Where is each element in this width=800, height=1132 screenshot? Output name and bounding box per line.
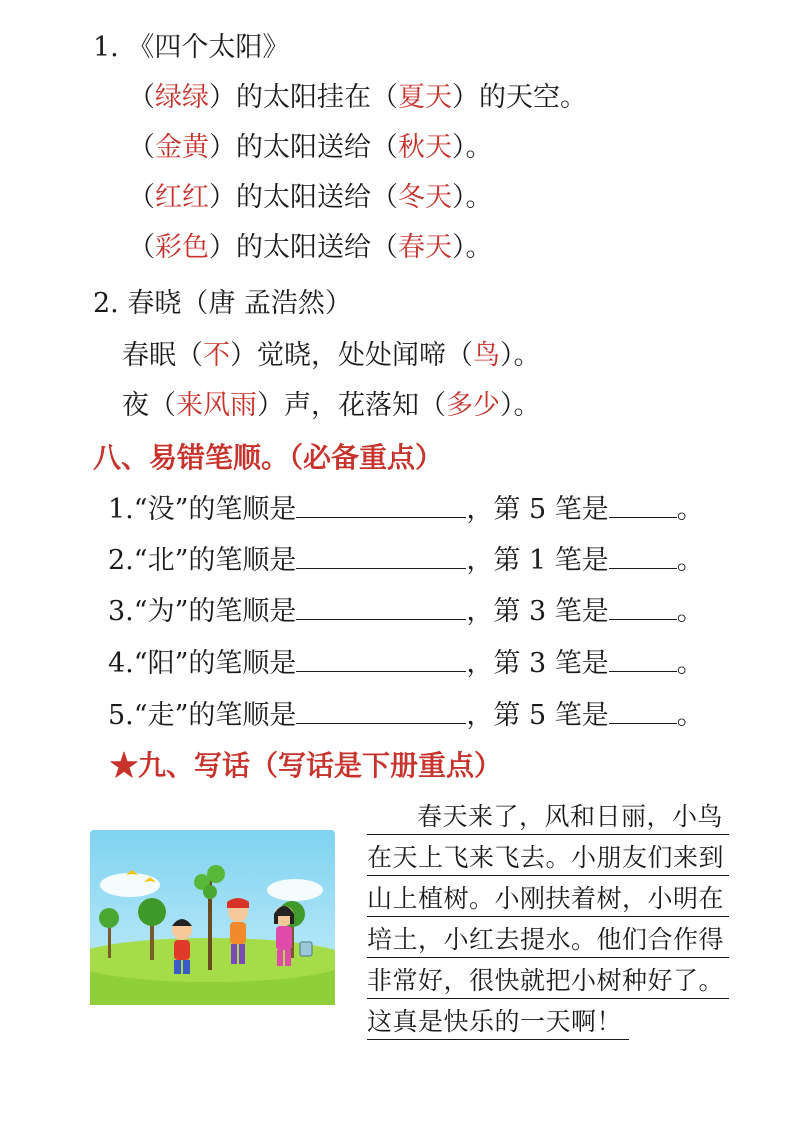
answer: 春天 [398, 232, 452, 263]
answer: 多少 [446, 390, 500, 421]
stroke-row [108, 490, 704, 530]
answer: 金黄 [155, 132, 209, 163]
row-text: ，第 1 笔是 [466, 545, 609, 576]
answer: 来风雨 [176, 390, 257, 421]
row-text: 的笔顺是 [188, 545, 297, 576]
answer-blank[interactable] [296, 697, 466, 724]
text: ）。 [500, 390, 541, 421]
row-text: 。 [676, 700, 704, 731]
row-text: ，第 5 笔是 [466, 494, 609, 525]
row-text: 。 [676, 545, 704, 576]
story-line: 在天上飞来飞去。小朋友们来到 [367, 841, 729, 876]
text: ）。 [452, 232, 493, 263]
row-text: 的笔顺是 [188, 700, 297, 731]
text: ）声，花落知（ [257, 390, 446, 421]
answer-blank[interactable] [296, 593, 466, 620]
poem-title-spring-dawn: 2. 春晓（唐 孟浩然） [93, 288, 352, 319]
row-text: ，第 5 笔是 [466, 700, 609, 731]
fill-line [128, 178, 493, 218]
text: 春眠（ [122, 340, 203, 371]
row-text: 的笔顺是 [188, 494, 297, 525]
text: 夜（ [122, 390, 176, 421]
answer-blank[interactable] [609, 697, 677, 724]
text: ）觉晓，处处闻啼（ [230, 340, 473, 371]
answer: 红红 [155, 182, 209, 213]
answer-blank[interactable] [296, 542, 466, 569]
answer: 鸟 [473, 340, 500, 371]
row-text: 的笔顺是 [188, 596, 297, 627]
target-char: “没” [133, 494, 189, 525]
row-text: 。 [676, 494, 704, 525]
answer-blank[interactable] [609, 645, 677, 672]
story-line: 这真是快乐的一天啊！ [367, 1005, 629, 1040]
text: ）的太阳送给（ [209, 132, 398, 163]
spring-tree-planting-illustration [90, 830, 335, 1005]
target-char: “为” [133, 596, 189, 627]
text: ）。 [452, 132, 493, 163]
row-text: 的笔顺是 [188, 648, 297, 679]
text: ）的太阳挂在（ [209, 82, 398, 113]
target-char: “北” [133, 545, 189, 576]
fill-line [122, 336, 541, 376]
target-char: “阳” [133, 648, 189, 679]
target-char: “走” [133, 700, 189, 731]
section-heading-writing: ★九、写话（写话是下册重点） [110, 749, 503, 782]
text: ）的天空。 [452, 82, 587, 113]
answer: 不 [203, 340, 230, 371]
stroke-row [108, 541, 704, 581]
story-line: 培土，小红去提水。他们合作得 [367, 923, 729, 958]
row-number: 4. [108, 648, 134, 679]
answer-blank[interactable] [296, 491, 466, 518]
text: （ [128, 182, 155, 213]
row-text: ，第 3 笔是 [466, 596, 609, 627]
poem-title-four-suns: 1. 《四个太阳》 [93, 32, 290, 63]
row-text: ，第 3 笔是 [466, 648, 609, 679]
fill-line [128, 128, 493, 168]
answer-blank[interactable] [296, 645, 466, 672]
answer: 夏天 [398, 82, 452, 113]
text: （ [128, 232, 155, 263]
stroke-row [108, 696, 704, 736]
row-number: 3. [108, 596, 134, 627]
answer-blank[interactable] [609, 542, 677, 569]
story-line: 非常好，很快就把小树种好了。 [367, 964, 729, 999]
answer: 绿绿 [155, 82, 209, 113]
text: ）的太阳送给（ [209, 232, 398, 263]
fill-line [128, 228, 493, 268]
answer: 秋天 [398, 132, 452, 163]
text: ）的太阳送给（ [209, 182, 398, 213]
row-number: 2. [108, 545, 134, 576]
row-text: 。 [676, 648, 704, 679]
answer-blank[interactable] [609, 491, 677, 518]
story-line: 春天来了，风和日丽，小鸟 [367, 800, 729, 835]
text: （ [128, 82, 155, 113]
text: ）。 [500, 340, 541, 371]
answer: 彩色 [155, 232, 209, 263]
stroke-row [108, 592, 704, 632]
row-number: 1. [108, 494, 134, 525]
row-number: 5. [108, 700, 134, 731]
fill-line [122, 386, 541, 426]
row-text: 。 [676, 596, 704, 627]
fill-line [128, 78, 587, 118]
answer: 冬天 [398, 182, 452, 213]
stroke-row [108, 644, 704, 684]
answer-blank[interactable] [609, 593, 677, 620]
text: ）。 [452, 182, 493, 213]
section-heading-stroke-order: 八、易错笔顺。（必备重点） [93, 441, 444, 474]
text: （ [128, 132, 155, 163]
story-line: 山上植树。小刚扶着树，小明在 [367, 882, 729, 917]
